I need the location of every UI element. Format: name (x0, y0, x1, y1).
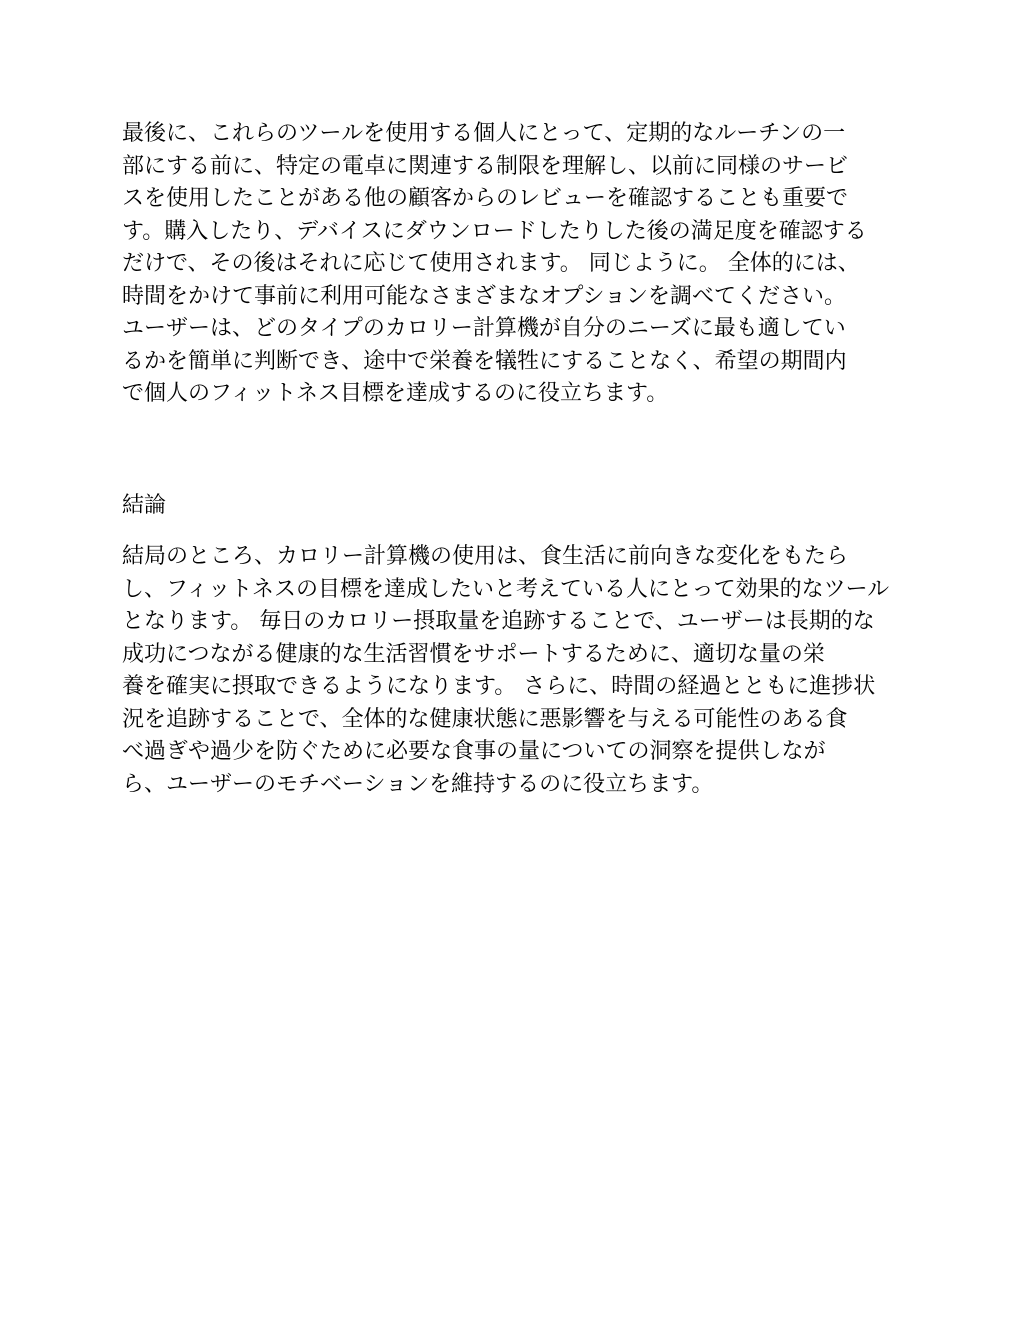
paragraph-line: で個人のフィットネス目標を達成するのに役立ちます。 (122, 381, 669, 406)
paragraph-line: ユーザーは、どのタイプのカロリー計算機が自分のニーズに最も適してい (122, 316, 846, 341)
paragraph-line: 況を追跡することで、全体的な健康状態に悪影響を与える可能性のある食 (122, 706, 848, 732)
section-heading: 結論 (122, 493, 167, 518)
paragraph-final-notes (122, 118, 922, 411)
paragraph-line: だけで、その後はそれに応じて使用されます。 同じように。 全体的には、 (122, 251, 860, 276)
paragraph-line: 養を確実に摂取できるようになります。 さらに、時間の経過とともに進捗状 (122, 674, 876, 699)
section-heading-conclusion (122, 490, 922, 523)
paragraph-line: スを使用したことがある他の顧客からのレビューを確認することも重要で (122, 186, 849, 211)
paragraph-line: 時間をかけて事前に利用可能なさまざまなオプションを調べてください。 (122, 283, 847, 309)
paragraph-line: るかを簡単に判断でき、途中で栄養を犠牲にすることなく、希望の期間内 (122, 348, 847, 374)
paragraph-conclusion (122, 541, 922, 801)
paragraph-line: 部にする前に、特定の電卓に関連する制限を理解し、以前に同様のサービ (122, 153, 849, 179)
paragraph-line: 成功につながる健康的な生活習慣をサポートするために、適切な量の栄 (122, 641, 825, 667)
paragraph-line: となります。 毎日のカロリー摂取量を追跡することで、ユーザーは長期的な (122, 609, 875, 634)
paragraph-line: し、フィットネスの目標を達成したいと考えている人にとって効果的なツール (122, 576, 890, 602)
paragraph-line: べ過ぎや過少を防ぐために必要な食事の量についての洞察を提供しなが (122, 739, 826, 764)
paragraph-line: 結局のところ、カロリー計算機の使用は、食生活に前向きな変化をもたら (122, 544, 849, 569)
paragraph-line: 最後に、これらのツールを使用する個人にとって、定期的なルーチンの一 (122, 121, 846, 146)
paragraph-line: す。購入したり、デバイスにダウンロードしたりした後の満足度を確認する (122, 218, 867, 244)
paragraph-line: ら、ユーザーのモチベーションを維持するのに役立ちます。 (122, 771, 714, 797)
